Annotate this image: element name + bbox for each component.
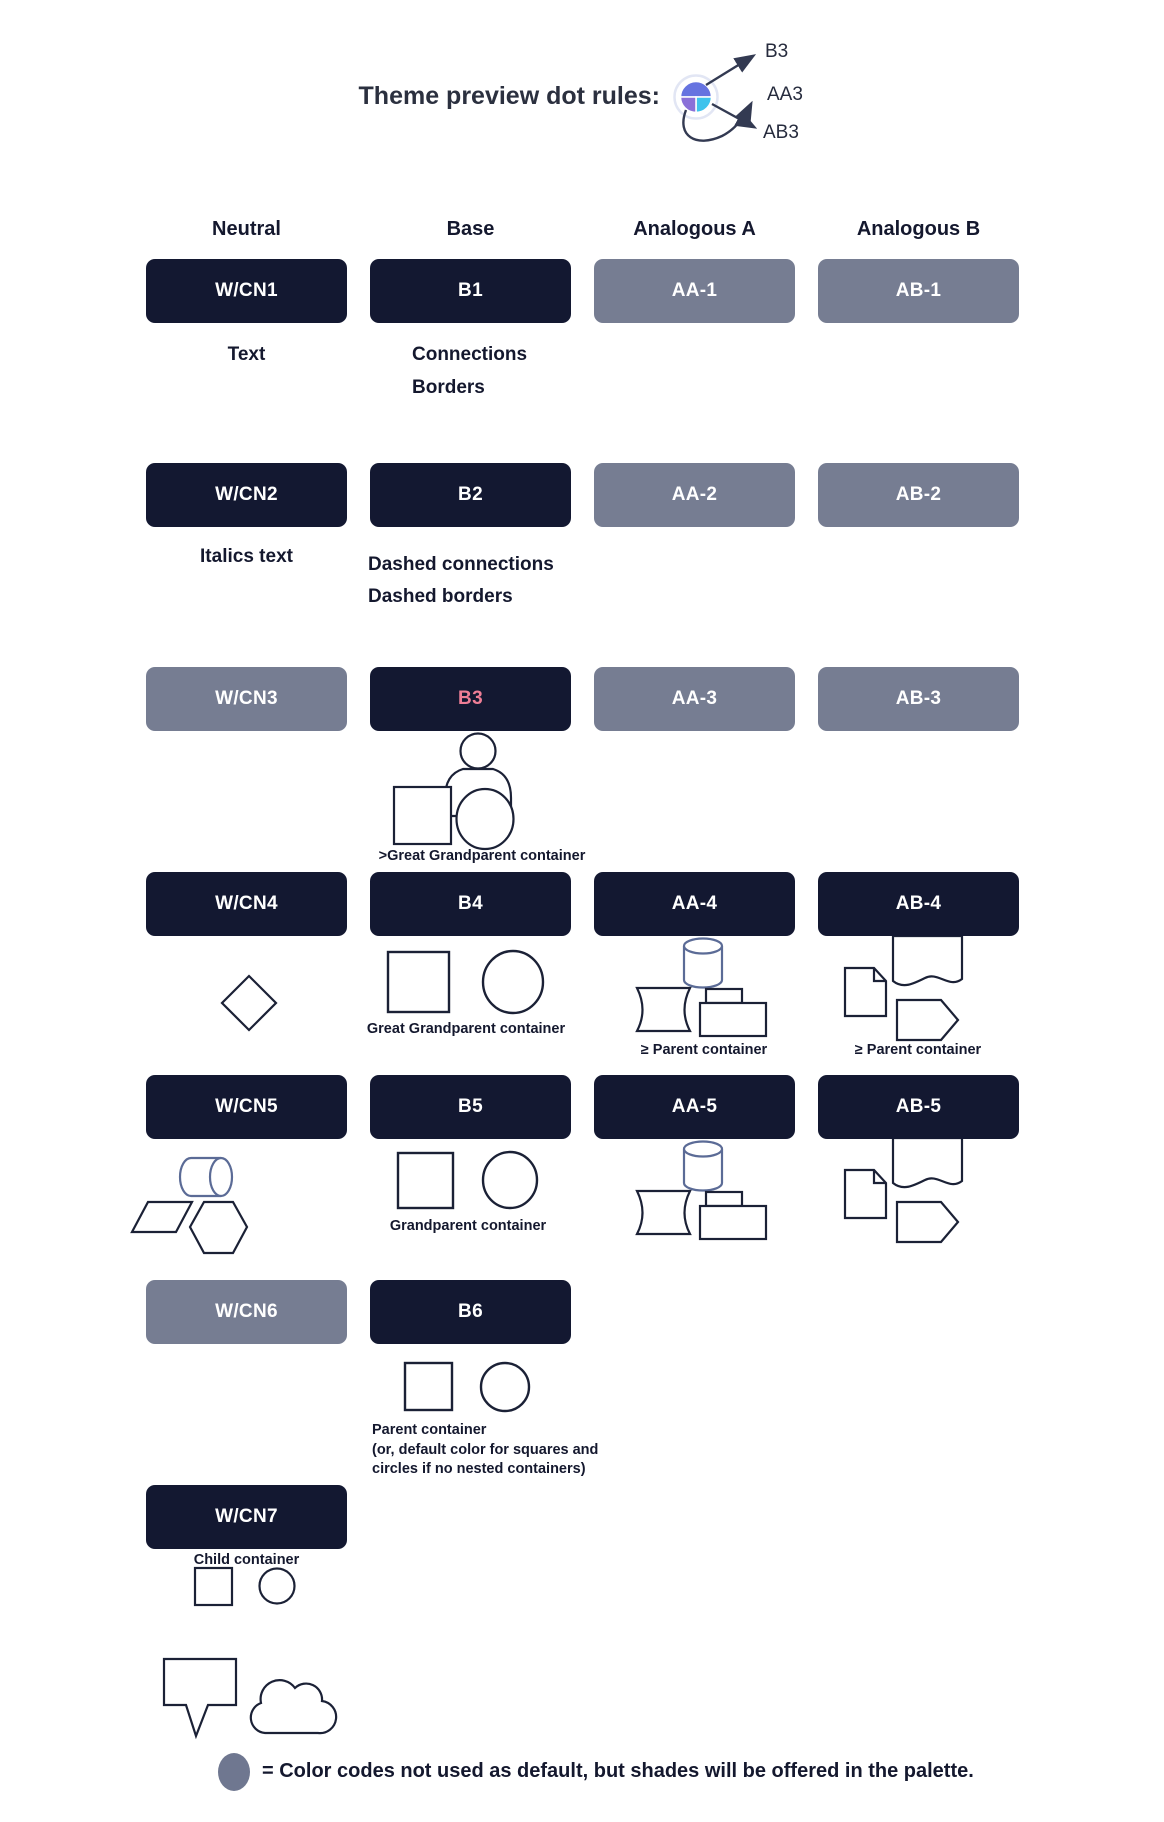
- swatch-wcn7: W/CN7: [146, 1485, 347, 1549]
- square-shape: [195, 1568, 232, 1605]
- dot-label-aa3: AA3: [767, 84, 803, 105]
- swatch-ab5: AB-5: [818, 1075, 1019, 1139]
- cylinder-top-shape: [684, 1142, 722, 1157]
- swatch-ab3: AB-3: [818, 667, 1019, 731]
- cloud-shape: [251, 1680, 336, 1733]
- caption-ab4-parent-container: ≥ Parent container: [854, 1042, 982, 1058]
- document-shape: [845, 1170, 886, 1218]
- swatch-wcn2: W/CN2: [146, 463, 347, 527]
- column-header-analogous-b: Analogous B: [856, 218, 981, 240]
- note-italics-text: Italics text: [200, 546, 293, 567]
- note-dashed-borders: Dashed borders: [368, 586, 513, 607]
- ab5-shape-group: [845, 1138, 962, 1242]
- person-head-shape: [461, 734, 496, 769]
- swatch-aa4: AA-4: [594, 872, 795, 936]
- arrow-to-ab3-icon: [712, 104, 754, 127]
- square-shape: [398, 1153, 453, 1208]
- wavy-document-shape: [893, 936, 962, 985]
- swatch-b6: B6: [370, 1280, 571, 1344]
- horizontal-cylinder-cap-shape: [210, 1158, 232, 1196]
- cylinder-top-shape: [684, 939, 722, 954]
- swatch-b1: B1: [370, 259, 571, 323]
- swatch-b3: B3: [370, 667, 571, 731]
- square-shape: [394, 787, 451, 844]
- swatch-b4: B4: [370, 872, 571, 936]
- page-title: Theme preview dot rules:: [358, 82, 660, 110]
- document-shape: [845, 968, 886, 1016]
- circle-shape: [457, 789, 514, 849]
- swatch-wcn1: W/CN1: [146, 259, 347, 323]
- curved-card-shape: [637, 988, 690, 1031]
- swatch-ab2: AB-2: [818, 463, 1019, 527]
- swatch-wcn4: W/CN4: [146, 872, 347, 936]
- wavy-document-shape: [893, 1138, 962, 1187]
- caption-parent-container-line3: circles if no nested containers): [372, 1461, 586, 1477]
- diamond-shape: [222, 976, 276, 1030]
- legend-text: = Color codes not used as default, but shades will be offered in the palette.: [262, 1760, 974, 1782]
- legend-dot-icon: [218, 1753, 250, 1791]
- swatch-wcn5: W/CN5: [146, 1075, 347, 1139]
- swatch-aa1: AA-1: [594, 259, 795, 323]
- swatch-wcn6: W/CN6: [146, 1280, 347, 1344]
- swatch-aa2: AA-2: [594, 463, 795, 527]
- folder-shape: [700, 1003, 766, 1036]
- square-shape: [405, 1363, 452, 1410]
- swatch-ab4: AB-4: [818, 872, 1019, 936]
- chevron-arrow-shape: [897, 1202, 958, 1242]
- wcn5-shape-group: [132, 1158, 247, 1253]
- hexagon-shape: [190, 1202, 247, 1253]
- swatch-wcn3: W/CN3: [146, 667, 347, 731]
- swatch-ab1: AB-1: [818, 259, 1019, 323]
- arrow-to-b3-icon: [706, 56, 753, 85]
- column-header-base: Base: [446, 218, 495, 240]
- speech-bubble-shape: [164, 1659, 236, 1736]
- swatch-b2: B2: [370, 463, 571, 527]
- b6-shape-group: [405, 1363, 529, 1411]
- note-text: Text: [227, 344, 266, 365]
- ab4-shape-group: [845, 936, 962, 1040]
- parallelogram-shape: [132, 1202, 192, 1232]
- dot-label-ab3: AB3: [763, 122, 799, 143]
- note-connections: Connections: [412, 344, 528, 365]
- caption-child-container: Child container: [193, 1552, 300, 1568]
- dot-label-b3: B3: [765, 41, 789, 62]
- note-borders: Borders: [412, 377, 485, 398]
- column-header-analogous-a: Analogous A: [633, 218, 756, 240]
- swatch-aa5: AA-5: [594, 1075, 795, 1139]
- chevron-arrow-shape: [897, 1000, 958, 1040]
- wcn7-shape-group: [195, 1568, 295, 1605]
- b4-shape-group: [388, 951, 543, 1013]
- curved-card-shape: [637, 1191, 690, 1234]
- note-dashed-connections: Dashed connections: [368, 554, 554, 575]
- circle-shape: [483, 951, 543, 1013]
- caption-parent-container-line2: (or, default color for squares and: [372, 1442, 599, 1458]
- folder-tab-shape: [706, 1192, 742, 1206]
- caption-great-grandparent-container: Great Grandparent container: [366, 1021, 566, 1037]
- b5-shape-group: [398, 1152, 537, 1208]
- circle-shape: [483, 1152, 537, 1208]
- aa4-shape-group: [637, 939, 766, 1037]
- aa5-shape-group: [637, 1142, 766, 1240]
- caption-aa4-parent-container: ≥ Parent container: [640, 1042, 768, 1058]
- caption-parent-container: Parent container: [372, 1422, 487, 1438]
- swatch-b5: B5: [370, 1075, 571, 1139]
- circle-shape: [260, 1569, 295, 1604]
- circle-shape: [481, 1363, 529, 1411]
- column-header-neutral: Neutral: [212, 218, 281, 240]
- caption-grandparent-container: Grandparent container: [389, 1218, 547, 1234]
- folder-shape: [700, 1206, 766, 1239]
- square-shape: [388, 952, 449, 1012]
- b3-shape-group: [394, 734, 514, 850]
- swatch-aa3: AA-3: [594, 667, 795, 731]
- caption-gt-great-grandparent-container: >Great Grandparent container: [378, 848, 586, 864]
- folder-tab-shape: [706, 989, 742, 1003]
